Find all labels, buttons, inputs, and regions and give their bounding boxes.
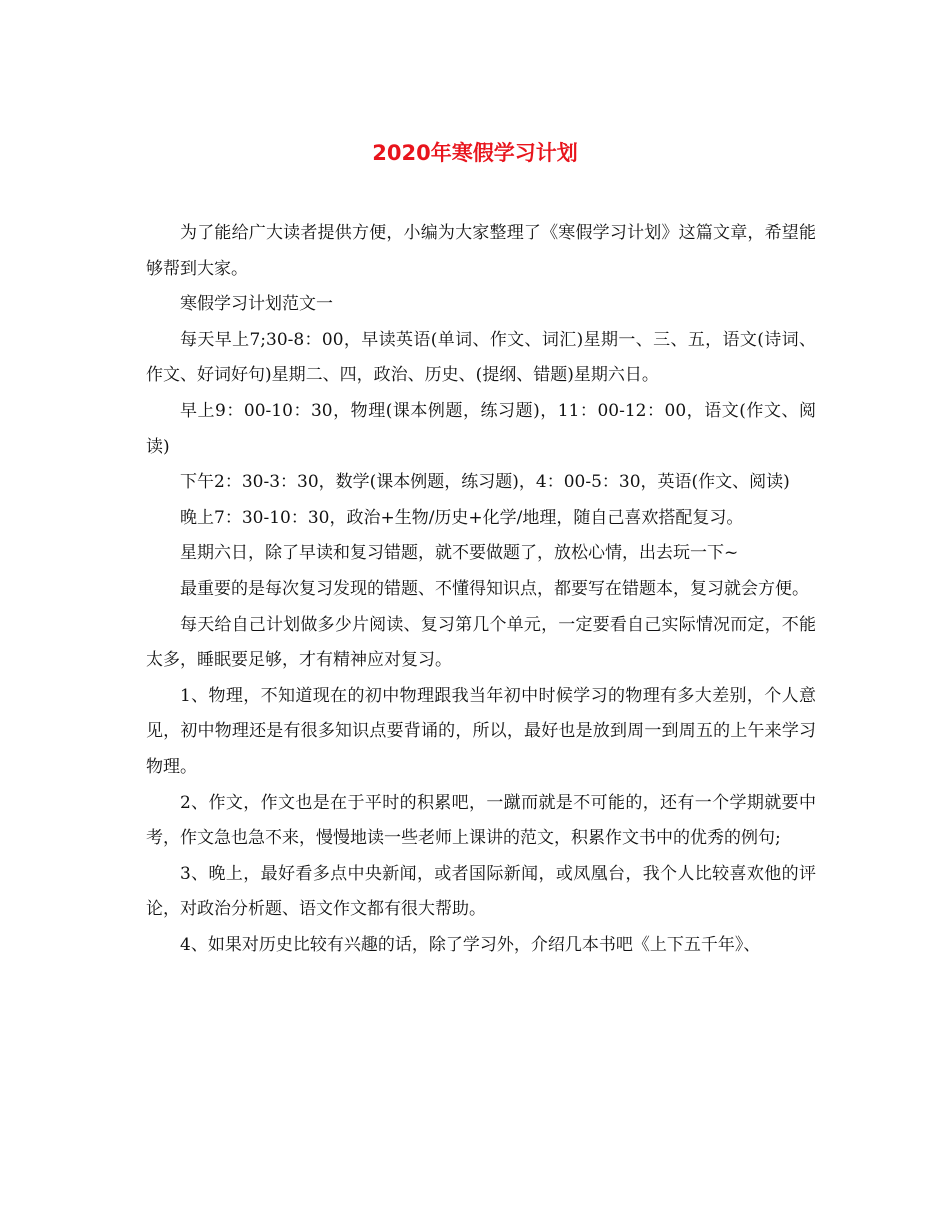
paragraph: 下午2：30-3：30，数学(课本例题，练习题)，4：00-5：30，英语(作文、阅读) bbox=[180, 472, 790, 493]
document-title: 2020年寒假学习计划 bbox=[372, 141, 578, 165]
paragraph: 每天早上7;30-8：00，早读英语(单词、作文、词汇)星期一、三、五，语文(诗词、作文、好词好句)星期二、四，政治、历史、(提纲、错题)星期六日。 bbox=[146, 329, 816, 386]
list-item: 1、物理，不知道现在的初中物理跟我当年初中时候学习的物理有多大差别，个人意见，初中物理还是有很多知识点要背诵的，所以，最好也是放到周一到周五的上午来学习物理。 bbox=[146, 685, 816, 777]
list-item: 4、如果对历史比较有兴趣的话，除了学习外，介绍几本书吧《上下五千年》、 bbox=[180, 934, 761, 955]
paragraph: 晚上7：30-10：30，政治+生物/历史+化学/地理，随自己喜欢搭配复习。 bbox=[180, 507, 744, 528]
list-item: 3、晚上，最好看多点中央新闻，或者国际新闻，或凤凰台，我个人比较喜欢他的评论，对政治分析题、语文作文都有很大帮助。 bbox=[146, 863, 816, 920]
paragraph: 每天给自己计划做多少片阅读、复习第几个单元，一定要看自己实际情况而定，不能太多，睡眠要足够，才有精神应对复习。 bbox=[146, 614, 816, 671]
list-item: 2、作文，作文也是在于平时的积累吧，一蹴而就是不可能的，还有一个学期就要中考，作文急也急不来，慢慢地读一些老师上课讲的范文，积累作文书中的优秀的例句; bbox=[146, 792, 816, 849]
paragraph-intro: 为了能给广大读者提供方便，小编为大家整理了《寒假学习计划》这篇文章，希望能够帮到大家。 bbox=[146, 223, 816, 279]
section-heading: 寒假学习计划范文一 bbox=[180, 294, 333, 315]
paragraph: 早上9：00-10：30，物理(课本例题，练习题)，11：00-12：00，语文(作文、阅读) bbox=[146, 400, 816, 457]
paragraph: 最重要的是每次复习发现的错题、不懂得知识点，都要写在错题本，复习就会方便。 bbox=[180, 578, 809, 599]
paragraph: 星期六日，除了早读和复习错题，就不要做题了，放松心情，出去玩一下~ bbox=[180, 543, 739, 564]
document-body bbox=[146, 216, 816, 963]
